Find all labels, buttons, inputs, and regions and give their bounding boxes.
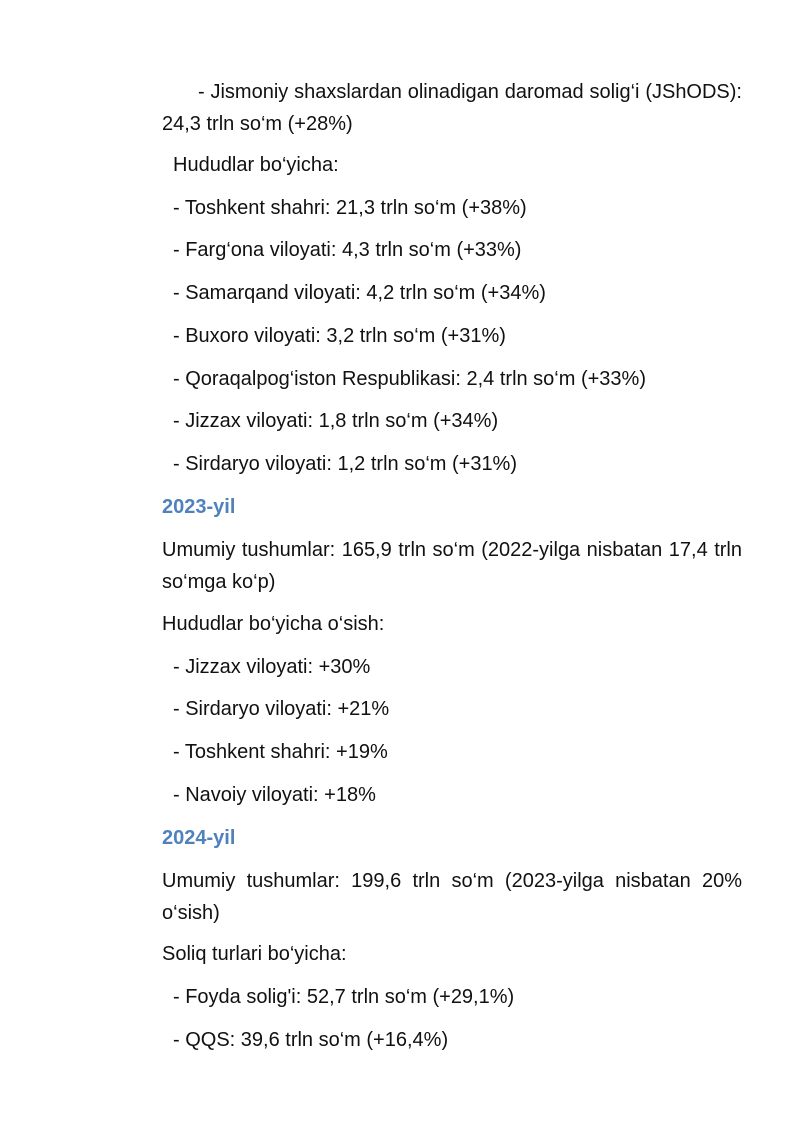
summary-2024: Umumiy tushumlar: 199,6 trln so‘m (2023-yilga nisbatan 20% o‘sish) bbox=[162, 870, 742, 924]
region-item: - Toshkent shahri: 21,3 trln so‘m (+38%) bbox=[173, 197, 527, 219]
tax-types-label-2024: Soliq turlari bo‘yicha: bbox=[162, 943, 347, 965]
region-item: - Jizzax viloyati: 1,8 trln so‘m (+34%) bbox=[173, 410, 499, 432]
summary-2023: Umumiy tushumlar: 165,9 trln so‘m (2022-yilga nisbatan 17,4 trln so‘mga ko‘p) bbox=[162, 539, 742, 593]
section-heading-2023: 2023-yil bbox=[162, 496, 236, 518]
tax-item: - QQS: 39,6 trln so‘m (+16,4%) bbox=[173, 1029, 449, 1051]
growth-item: - Toshkent shahri: +19% bbox=[173, 741, 388, 763]
region-item: - Farg‘ona viloyati: 4,3 trln so‘m (+33%) bbox=[173, 239, 522, 261]
growth-label-2023: Hududlar bo‘yicha o‘sish: bbox=[162, 613, 385, 635]
section-heading-2024: 2024-yil bbox=[162, 827, 236, 849]
intro-paragraph: - Jismoniy shaxslardan olinadigan daromad solig‘i (JShODS): 24,3 trln so‘m (+28%) bbox=[162, 81, 742, 135]
growth-item: - Jizzax viloyati: +30% bbox=[173, 656, 371, 678]
region-item: - Buxoro viloyati: 3,2 trln so‘m (+31%) bbox=[173, 325, 506, 347]
growth-item: - Sirdaryo viloyati: +21% bbox=[173, 698, 390, 720]
region-item: - Qoraqalpog‘iston Respublikasi: 2,4 trln so‘m (+33%) bbox=[173, 368, 646, 390]
region-item: - Samarqand viloyati: 4,2 trln so‘m (+34%) bbox=[173, 282, 546, 304]
tax-item: - Foyda solig'i: 52,7 trln so‘m (+29,1%) bbox=[173, 986, 515, 1008]
regions-label-2022: Hududlar bo‘yicha: bbox=[173, 154, 339, 176]
growth-item: - Navoiy viloyati: +18% bbox=[173, 784, 376, 806]
region-item: - Sirdaryo viloyati: 1,2 trln so‘m (+31%) bbox=[173, 453, 518, 475]
